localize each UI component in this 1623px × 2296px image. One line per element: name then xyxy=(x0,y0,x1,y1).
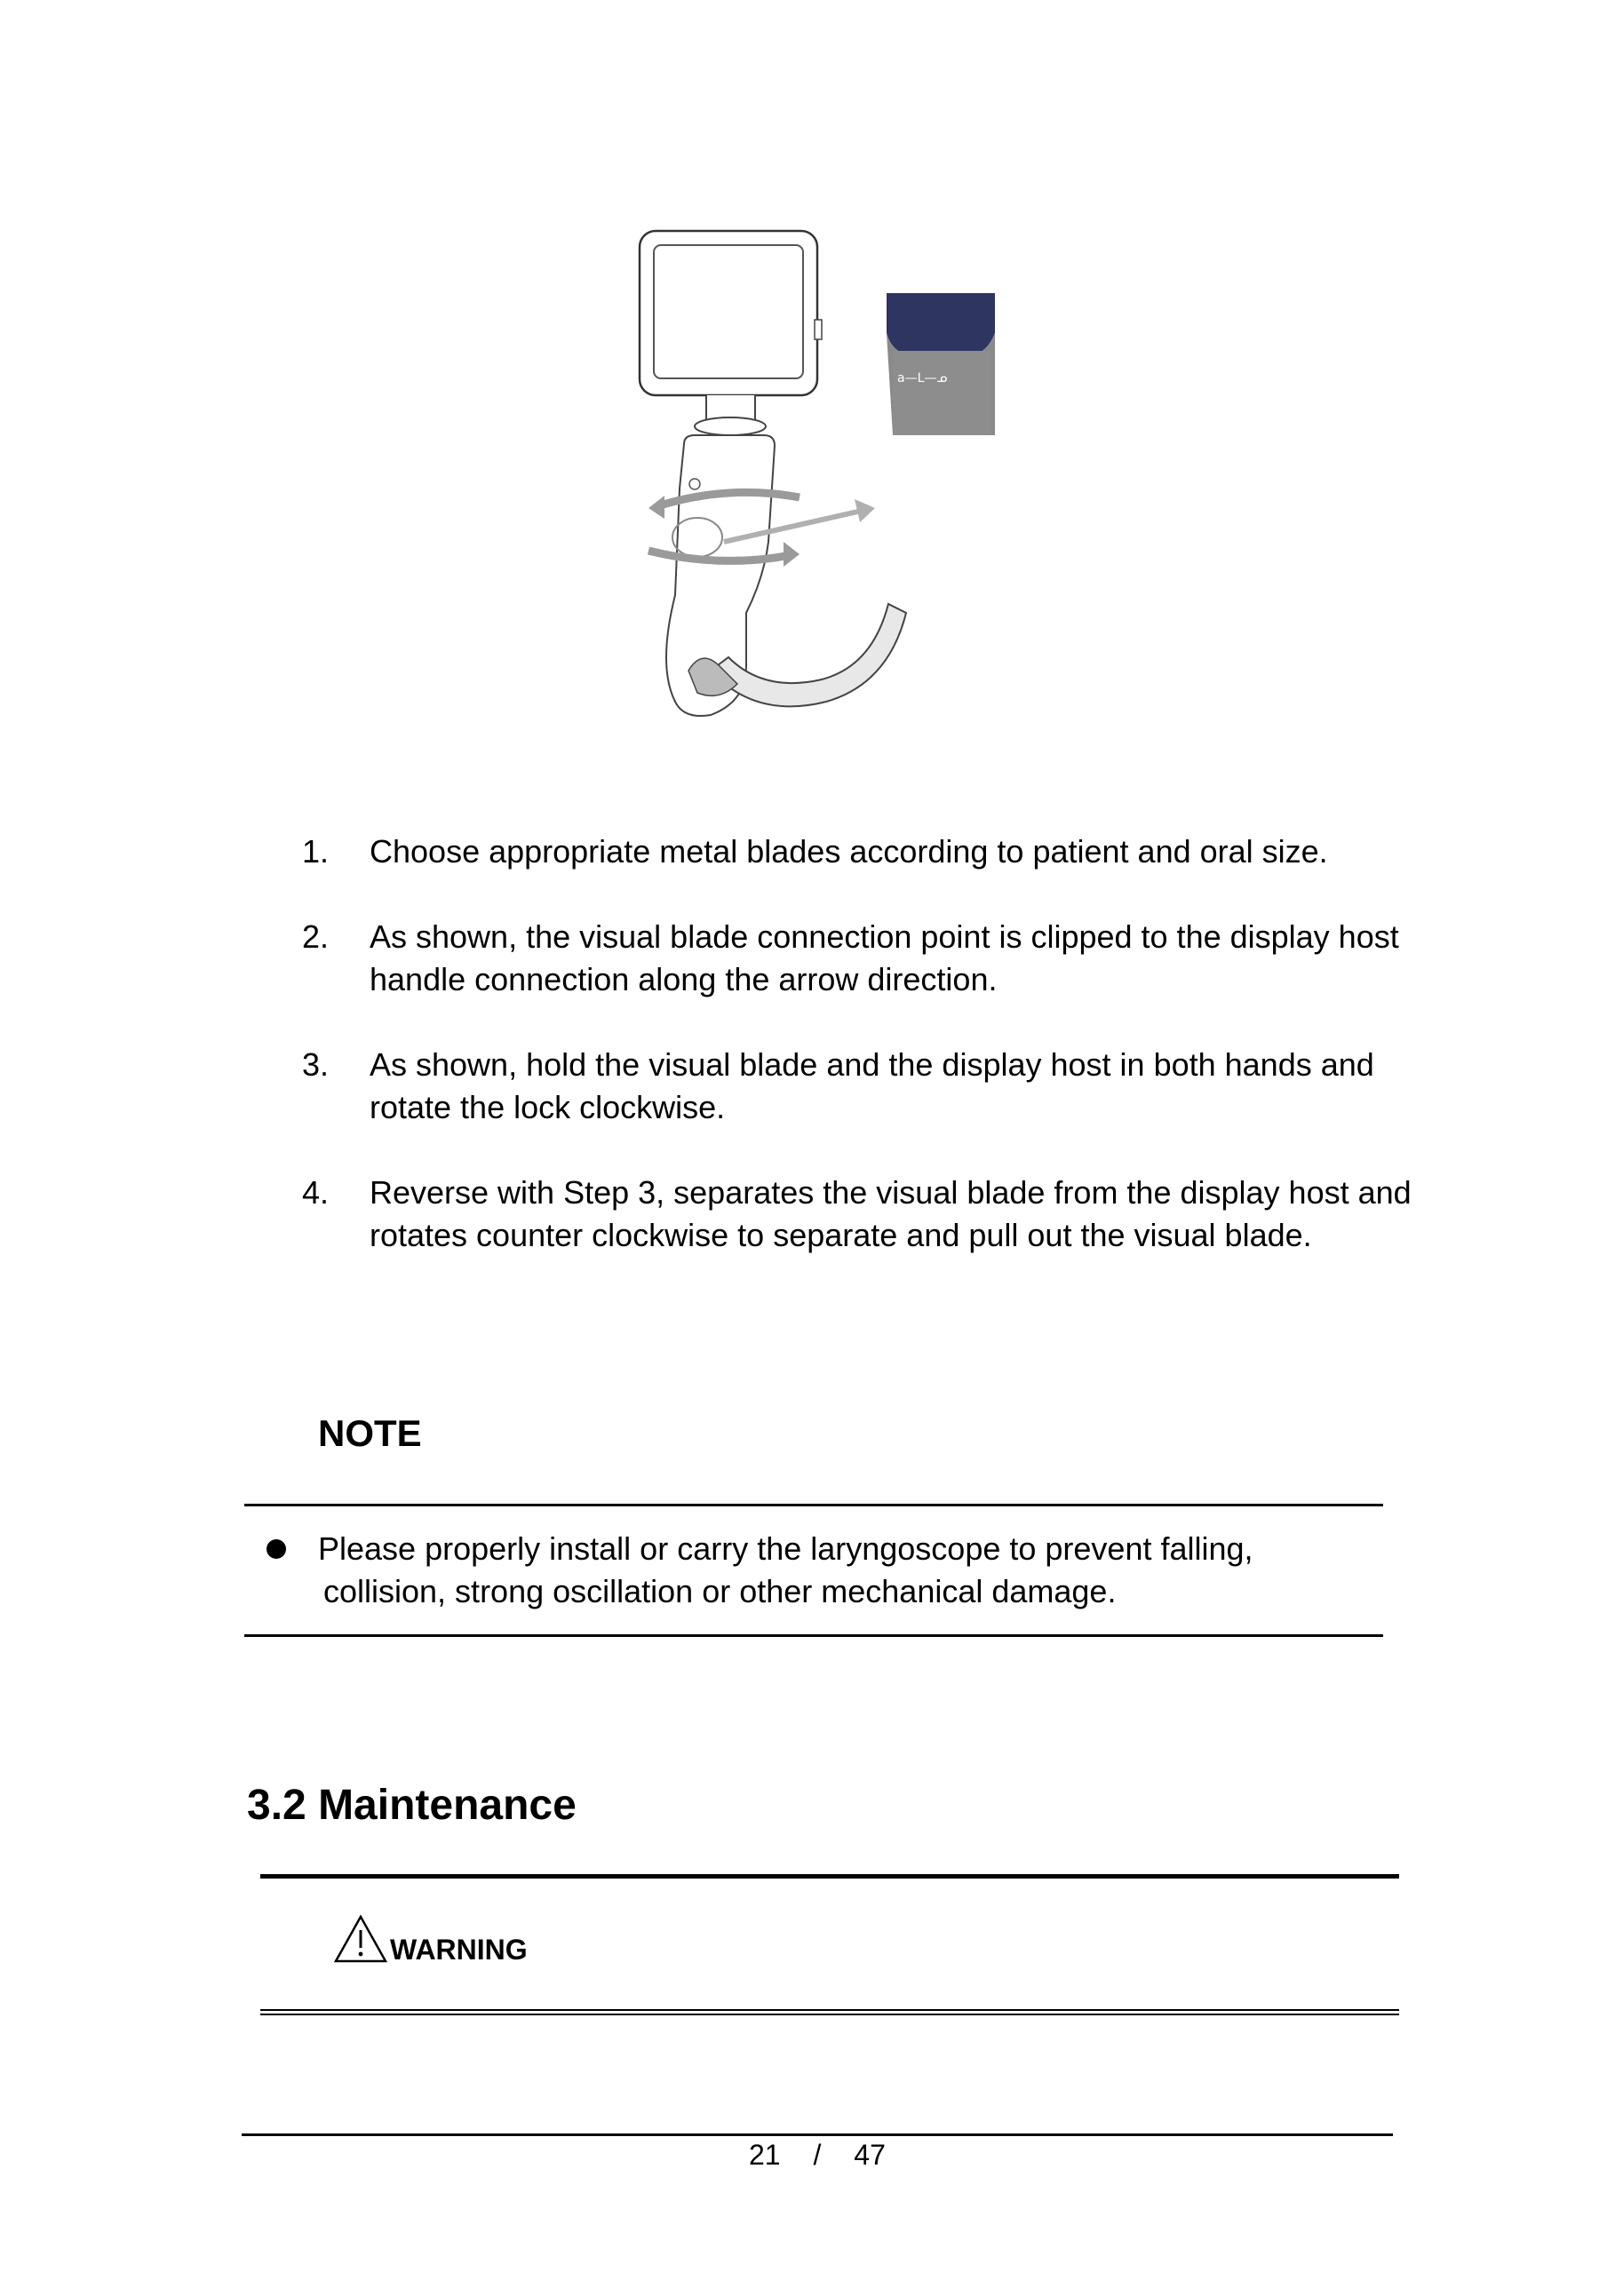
laryngoscope-figure xyxy=(622,222,1084,773)
warning-rule-1 xyxy=(260,2009,1399,2011)
warning-label: WARNING xyxy=(390,1934,528,1966)
warning-rule-2 xyxy=(260,2014,1399,2015)
step-number: 3. xyxy=(302,1046,330,1083)
note-bottom-rule xyxy=(244,1634,1383,1637)
section-title: 3.2 Maintenance xyxy=(247,1782,577,1829)
warning-callout xyxy=(333,1914,528,1964)
step-text: Reverse with Step 3, separates the visual blade from the display host and rotates counter clockwise to separate and pull out the visual blade. xyxy=(370,1174,1412,1253)
assembly-steps-list xyxy=(302,830,1412,1299)
step-text: As shown, the visual blade connection point is clipped to the display host handle connection along the arrow direction. xyxy=(370,918,1399,997)
note-item xyxy=(267,1528,1386,1613)
footer-rule xyxy=(242,2133,1393,2136)
warning-triangle-icon xyxy=(333,1914,388,1964)
step-number: 2. xyxy=(302,918,330,955)
note-top-rule xyxy=(244,1504,1383,1506)
list-item xyxy=(302,1044,1412,1129)
note-line-1: Please properly install or carry the laryngoscope to prevent falling, xyxy=(318,1530,1253,1567)
step-number: 4. xyxy=(302,1174,330,1211)
list-item xyxy=(302,1172,1412,1257)
bullet-icon xyxy=(267,1539,286,1559)
svg-text:a—L—ᓄ: a—L—ᓄ xyxy=(897,371,948,385)
step-text: Choose appropriate metal blades according to patient and oral size. xyxy=(370,833,1328,870)
list-item xyxy=(302,916,1412,1001)
note-line-2: collision, strong oscillation or other mechanical damage. xyxy=(323,1573,1117,1609)
page-number: 21 / 47 xyxy=(749,2139,886,2171)
laryngoscope-assembly-illustration xyxy=(622,222,1084,773)
list-item xyxy=(302,830,1412,873)
step-number: 1. xyxy=(302,833,330,870)
step-text: As shown, hold the visual blade and the display host in both hands and rotate the lock clockwise. xyxy=(370,1046,1374,1125)
note-text xyxy=(318,1528,1386,1613)
section-rule xyxy=(260,1874,1399,1879)
note-heading: NOTE xyxy=(318,1412,422,1454)
